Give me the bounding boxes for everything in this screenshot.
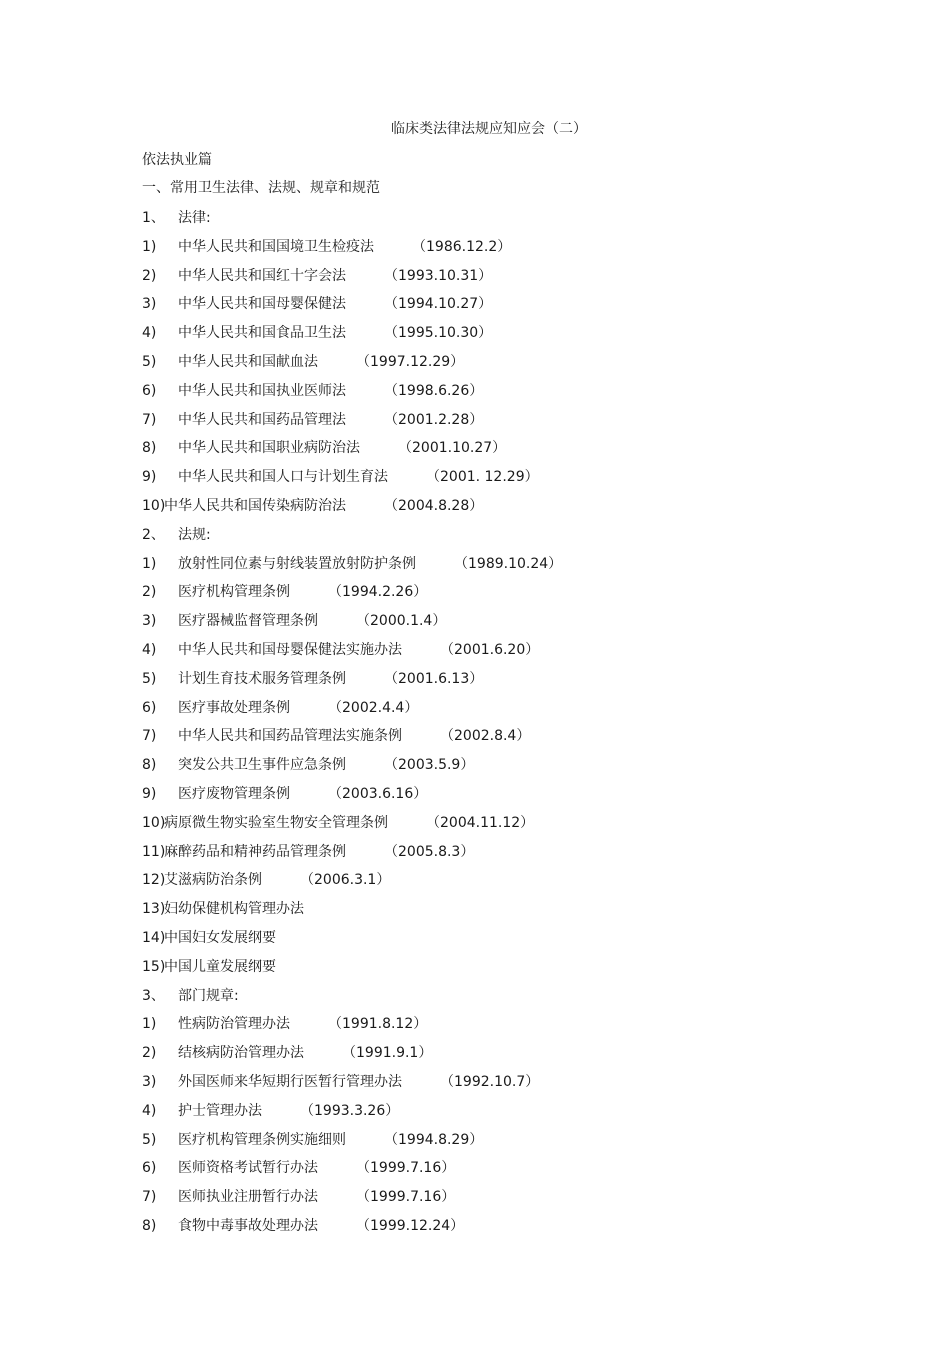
item-number: 5) <box>142 354 157 370</box>
item-name: 中华人民共和国食品卫生法 <box>178 325 346 341</box>
item-number: 6) <box>142 383 157 399</box>
chapter-heading: 依法执业篇 <box>142 152 212 168</box>
item-name: 放射性同位素与射线装置放射防护条例 <box>178 556 416 572</box>
list-item <box>142 898 304 920</box>
item-number: 7) <box>142 1189 157 1205</box>
item-date: （1991.9.1） <box>342 1045 433 1061</box>
list-item <box>142 380 483 402</box>
list-item <box>142 351 464 373</box>
item-number: 4) <box>142 1103 157 1119</box>
item-number: 9) <box>142 786 157 802</box>
item-number: 3) <box>142 613 157 629</box>
item-date: （1992.10.7） <box>440 1074 540 1090</box>
item-date: （2006.3.1） <box>300 872 391 888</box>
item-date: （1989.10.24） <box>454 556 563 572</box>
item-name: 病原微生物实验室生物安全管理条例 <box>164 815 388 831</box>
item-number: 11) <box>142 844 166 860</box>
item-number: 3) <box>142 296 157 312</box>
list-item <box>142 639 539 661</box>
item-name: 中华人民共和国红十字会法 <box>178 268 346 284</box>
item-name: 中华人民共和国职业病防治法 <box>178 440 360 456</box>
item-number: 7) <box>142 728 157 744</box>
item-number: 8) <box>142 1218 157 1234</box>
item-number: 9) <box>142 469 157 485</box>
item-date: （2001. 12.29） <box>426 469 539 485</box>
item-name: 中华人民共和国献血法 <box>178 354 318 370</box>
list-item <box>142 409 483 431</box>
item-date: （2002.8.4） <box>440 728 531 744</box>
item-name: 护士管理办法 <box>178 1103 262 1119</box>
item-name: 食物中毒事故处理办法 <box>178 1218 318 1234</box>
item-name: 计划生育技术服务管理条例 <box>178 671 346 687</box>
item-number: 2) <box>142 1045 157 1061</box>
item-name: 中华人民共和国传染病防治法 <box>164 498 346 514</box>
item-name: 中华人民共和国药品管理法实施条例 <box>178 728 402 744</box>
item-date: （2001.6.13） <box>384 671 484 687</box>
item-date: （1993.10.31） <box>384 268 493 284</box>
list-item <box>142 956 276 978</box>
list-item <box>142 812 534 834</box>
item-name: 医疗机构管理条例 <box>178 584 290 600</box>
group-heading <box>142 524 211 546</box>
item-number: 1) <box>142 1016 157 1032</box>
item-number: 10) <box>142 815 166 831</box>
item-number: 15) <box>142 959 166 975</box>
item-date: （1999.7.16） <box>356 1160 456 1176</box>
list-item <box>142 841 474 863</box>
item-name: 突发公共卫生事件应急条例 <box>178 757 346 773</box>
item-date: （2004.11.12） <box>426 815 535 831</box>
list-item <box>142 697 418 719</box>
list-item <box>142 1071 539 1093</box>
item-name: 中华人民共和国人口与计划生育法 <box>178 469 388 485</box>
item-name: 中华人民共和国国境卫生检疫法 <box>178 239 374 255</box>
item-name: 中华人民共和国药品管理法 <box>178 412 346 428</box>
item-number: 4) <box>142 325 157 341</box>
item-date: （2003.5.9） <box>384 757 475 773</box>
item-name: 医疗器械监督管理条例 <box>178 613 318 629</box>
item-name: 医师执业注册暂行办法 <box>178 1189 318 1205</box>
item-number: 8) <box>142 440 157 456</box>
list-item <box>142 668 483 690</box>
list-item <box>142 495 483 517</box>
item-number: 1) <box>142 556 157 572</box>
list-item <box>142 1215 464 1237</box>
item-date: （1998.6.26） <box>384 383 484 399</box>
list-item <box>142 581 427 603</box>
item-date: （1993.3.26） <box>300 1103 400 1119</box>
list-item <box>142 553 562 575</box>
item-name: 医疗废物管理条例 <box>178 786 290 802</box>
item-date: （1986.12.2） <box>412 239 512 255</box>
item-number: 3) <box>142 1074 157 1090</box>
group-label: 法规: <box>178 527 211 543</box>
item-date: （1994.8.29） <box>384 1132 484 1148</box>
item-date: （2001.2.28） <box>384 412 484 428</box>
list-item <box>142 927 276 949</box>
item-number: 4) <box>142 642 157 658</box>
item-name: 性病防治管理办法 <box>178 1016 290 1032</box>
item-date: （2001.10.27） <box>398 440 507 456</box>
item-date: （2001.6.20） <box>440 642 540 658</box>
item-date: （2003.6.16） <box>328 786 428 802</box>
list-item <box>142 466 539 488</box>
item-date: （1991.8.12） <box>328 1016 428 1032</box>
item-date: （2002.4.4） <box>328 700 419 716</box>
item-number: 6) <box>142 700 157 716</box>
list-item <box>142 322 492 344</box>
list-item <box>142 1157 455 1179</box>
item-number: 6) <box>142 1160 157 1176</box>
item-name: 医疗机构管理条例实施细则 <box>178 1132 346 1148</box>
item-name: 外国医师来华短期行医暂行管理办法 <box>178 1074 402 1090</box>
item-name: 中国妇女发展纲要 <box>164 930 276 946</box>
item-number: 14) <box>142 930 166 946</box>
item-name: 艾滋病防治条例 <box>164 872 262 888</box>
list-item <box>142 725 530 747</box>
item-number: 2) <box>142 584 157 600</box>
item-date: （2005.8.3） <box>384 844 475 860</box>
item-number: 8) <box>142 757 157 773</box>
item-name: 麻醉药品和精神药品管理条例 <box>164 844 346 860</box>
item-name: 妇幼保健机构管理办法 <box>164 901 304 917</box>
group-heading <box>142 985 239 1007</box>
list-item <box>142 1042 432 1064</box>
list-item <box>142 783 427 805</box>
item-name: 中国儿童发展纲要 <box>164 959 276 975</box>
item-number: 5) <box>142 1132 157 1148</box>
item-number: 5) <box>142 671 157 687</box>
item-number: 10) <box>142 498 166 514</box>
item-name: 医疗事故处理条例 <box>178 700 290 716</box>
list-item <box>142 754 474 776</box>
group-number: 2、 <box>142 527 165 543</box>
list-item <box>142 869 390 891</box>
item-name: 中华人民共和国母婴保健法实施办法 <box>178 642 402 658</box>
item-date: （2000.1.4） <box>356 613 447 629</box>
group-label: 部门规章: <box>178 988 239 1004</box>
item-number: 7) <box>142 412 157 428</box>
list-item <box>142 1129 483 1151</box>
item-number: 2) <box>142 268 157 284</box>
list-item <box>142 1013 427 1035</box>
list-item <box>142 610 446 632</box>
item-date: （1997.12.29） <box>356 354 465 370</box>
section-heading: 一、常用卫生法律、法规、规章和规范 <box>142 180 380 196</box>
group-number: 3、 <box>142 988 165 1004</box>
group-label: 法律: <box>178 210 211 226</box>
list-item <box>142 293 492 315</box>
list-item <box>142 1100 399 1122</box>
list-item <box>142 1186 455 1208</box>
item-date: （2004.8.28） <box>384 498 484 514</box>
item-date: （1995.10.30） <box>384 325 493 341</box>
item-date: （1994.2.26） <box>328 584 428 600</box>
item-number: 13) <box>142 901 166 917</box>
item-name: 医师资格考试暂行办法 <box>178 1160 318 1176</box>
list-item <box>142 437 506 459</box>
item-date: （1999.12.24） <box>356 1218 465 1234</box>
item-name: 中华人民共和国执业医师法 <box>178 383 346 399</box>
list-item <box>142 265 492 287</box>
document-title: 临床类法律法规应知应会（二） <box>391 121 587 137</box>
item-date: （1994.10.27） <box>384 296 493 312</box>
group-number: 1、 <box>142 210 165 226</box>
item-number: 1) <box>142 239 157 255</box>
item-date: （1999.7.16） <box>356 1189 456 1205</box>
item-name: 中华人民共和国母婴保健法 <box>178 296 346 312</box>
list-item <box>142 236 511 258</box>
item-number: 12) <box>142 872 166 888</box>
item-name: 结核病防治管理办法 <box>178 1045 304 1061</box>
group-heading <box>142 207 211 229</box>
